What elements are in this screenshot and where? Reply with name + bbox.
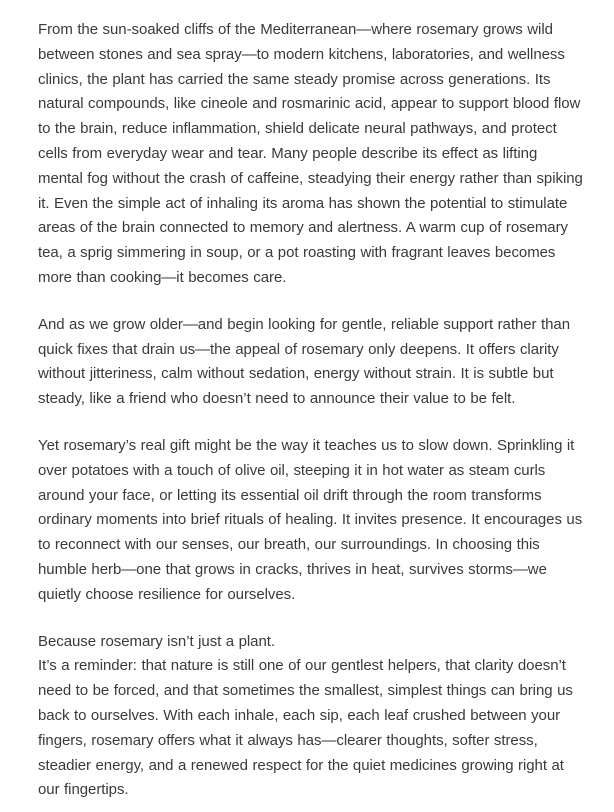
article-body: [38, 18, 586, 803]
paragraph-closing: [38, 630, 586, 804]
paragraph-growing-older: And as we grow older—and begin looking for gentle, reliable support rather than quick fixes that drain us—the appeal of rosemary only deepens. It offers clarity without jitteriness, calm without sedation, energy without strain. It is subtle but steady, like a friend who doesn’t need to announce their value to be felt.: [38, 315, 571, 408]
paragraph-slow-down: Yet rosemary’s real gift might be the way it teaches us to slow down. Sprinkling it over potatoes with a touch of olive oil, steeping it in hot water as steam curls around your face, or letting its essential oil drift through the room transforms ordinary moments into brief rituals of healing. It invites presence. It encourages us to reconnect with our senses, our breath, our surroundings. In choosing this humble herb—one that grows in cracks, thrives in heat, survives storms—we quietly choose resilience for ourselves.: [38, 436, 583, 603]
closing-line: Because rosemary isn’t just a plant.: [38, 632, 275, 650]
closing-paragraph-text: It’s a reminder: that nature is still one of our gentlest helpers, that clarity doesn’t need to be forced, and that sometimes the smallest, simplest things can bring us back to ourselves. With each inhale, each sip, each leaf crushed between your fingers, rosemary offers what it always has—clearer thoughts, softer stress, steadier energy, and a renewed respect for the quiet medicines growing right at our fingertips.: [38, 657, 573, 799]
paragraph-mediterranean-origins: From the sun-soaked cliffs of the Mediterranean—where rosemary grows wild between stones and sea spray—to modern kitchens, laboratories, and wellness clinics, the plant has carried the same steady promise across generations. Its natural compounds, like cineole and rosmarinic acid, appear to support blood flow to the brain, reduce inflammation, shield delicate neural pathways, and protect cells from everyday wear and tear. Many people describe its effect as lifting mental fog without the crash of caffeine, steadying their energy rather than spiking it. Even the simple act of inhaling its aroma has shown the potential to stimulate areas of the brain connected to memory and alertness. A warm cup of rosemary tea, a sprig simmering in soup, or a pot roasting with fragrant leaves becomes more than cooking—it becomes care.: [38, 21, 583, 286]
